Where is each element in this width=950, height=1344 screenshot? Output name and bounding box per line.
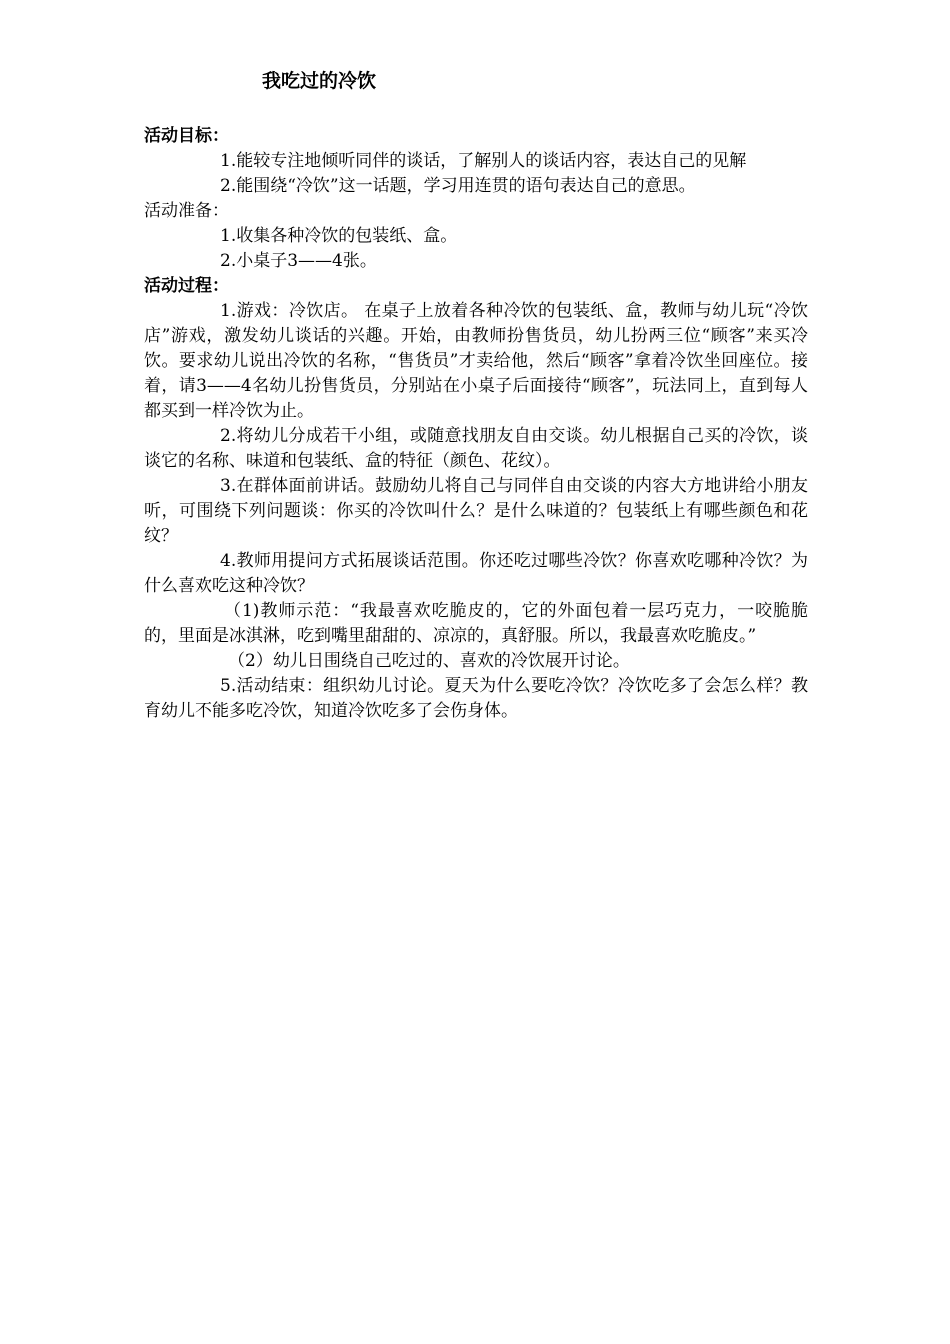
document-title: 我吃过的冷饮 xyxy=(262,70,377,92)
process-step-4: 4.教师用提问方式拓展谈话范围。你还吃过哪些冷饮？你喜欢吃哪种冷饮？为什么喜欢吃这种冷饮？ xyxy=(144,551,808,596)
document-body xyxy=(144,124,808,724)
process-substep-2: （2）幼儿日围绕自己吃过的、喜欢的冷饮展开讨论。 xyxy=(228,651,630,671)
process-step-2: 2.将幼儿分成若干小组，或随意找朋友自由交谈。幼儿根据自己买的冷饮，谈谈它的名称、味道和包装纸、盒的特征（颜色、花纹）。 xyxy=(144,426,808,471)
process-step-3: 3.在群体面前讲话。鼓励幼儿将自己与同伴自由交谈的内容大方地讲给小朋友听，可围绕下列问题谈：你买的冷饮叫什么？是什么味道的？包装纸上有哪些颜色和花纹？ xyxy=(144,476,808,546)
prep-heading: 活动准备： xyxy=(144,201,229,221)
prep-item-1: 1.收集各种冷饮的包装纸、盒。 xyxy=(220,226,458,246)
process-step-5: 5.活动结束：组织幼儿讨论。夏天为什么要吃冷饮？冷饮吃多了会怎么样？教育幼儿不能多吃冷饮，知道冷饮吃多了会伤身体。 xyxy=(144,676,808,721)
goals-heading: 活动目标： xyxy=(144,126,229,146)
prep-item-2: 2.小桌子3——4张。 xyxy=(220,251,377,271)
process-step-1: 1.游戏：冷饮店。 在桌子上放着各种冷饮的包装纸、盒，教师与幼儿玩“冷饮店”游戏，激发幼儿谈话的兴趣。开始，由教师扮售货员，幼儿扮两三位“顾客”来买冷饮。要求幼儿说出冷饮的名称，“售货员”才卖给他，然后“顾客”拿着冷饮坐回座位。接着，请3——4名幼儿扮售货员，分别站在小桌子后面接待“顾客”，玩法同上，直到每人都买到一样冷饮为止。 xyxy=(144,301,808,421)
process-substep-1: （1)教师示范：“我最喜欢吃脆皮的，它的外面包着一层巧克力，一咬脆脆的，里面是冰淇淋，吃到嘴里甜甜的、凉凉的，真舒服。所以，我最喜欢吃脆皮。” xyxy=(144,601,808,646)
process-heading: 活动过程： xyxy=(144,276,229,296)
goal-item-2: 2.能围绕“冷饮”这一话题，学习用连贯的语句表达自己的意思。 xyxy=(220,176,696,196)
goal-item-1: 1.能较专注地倾听同伴的谈话，了解别人的谈话内容，表达自己的见解 xyxy=(220,151,747,171)
